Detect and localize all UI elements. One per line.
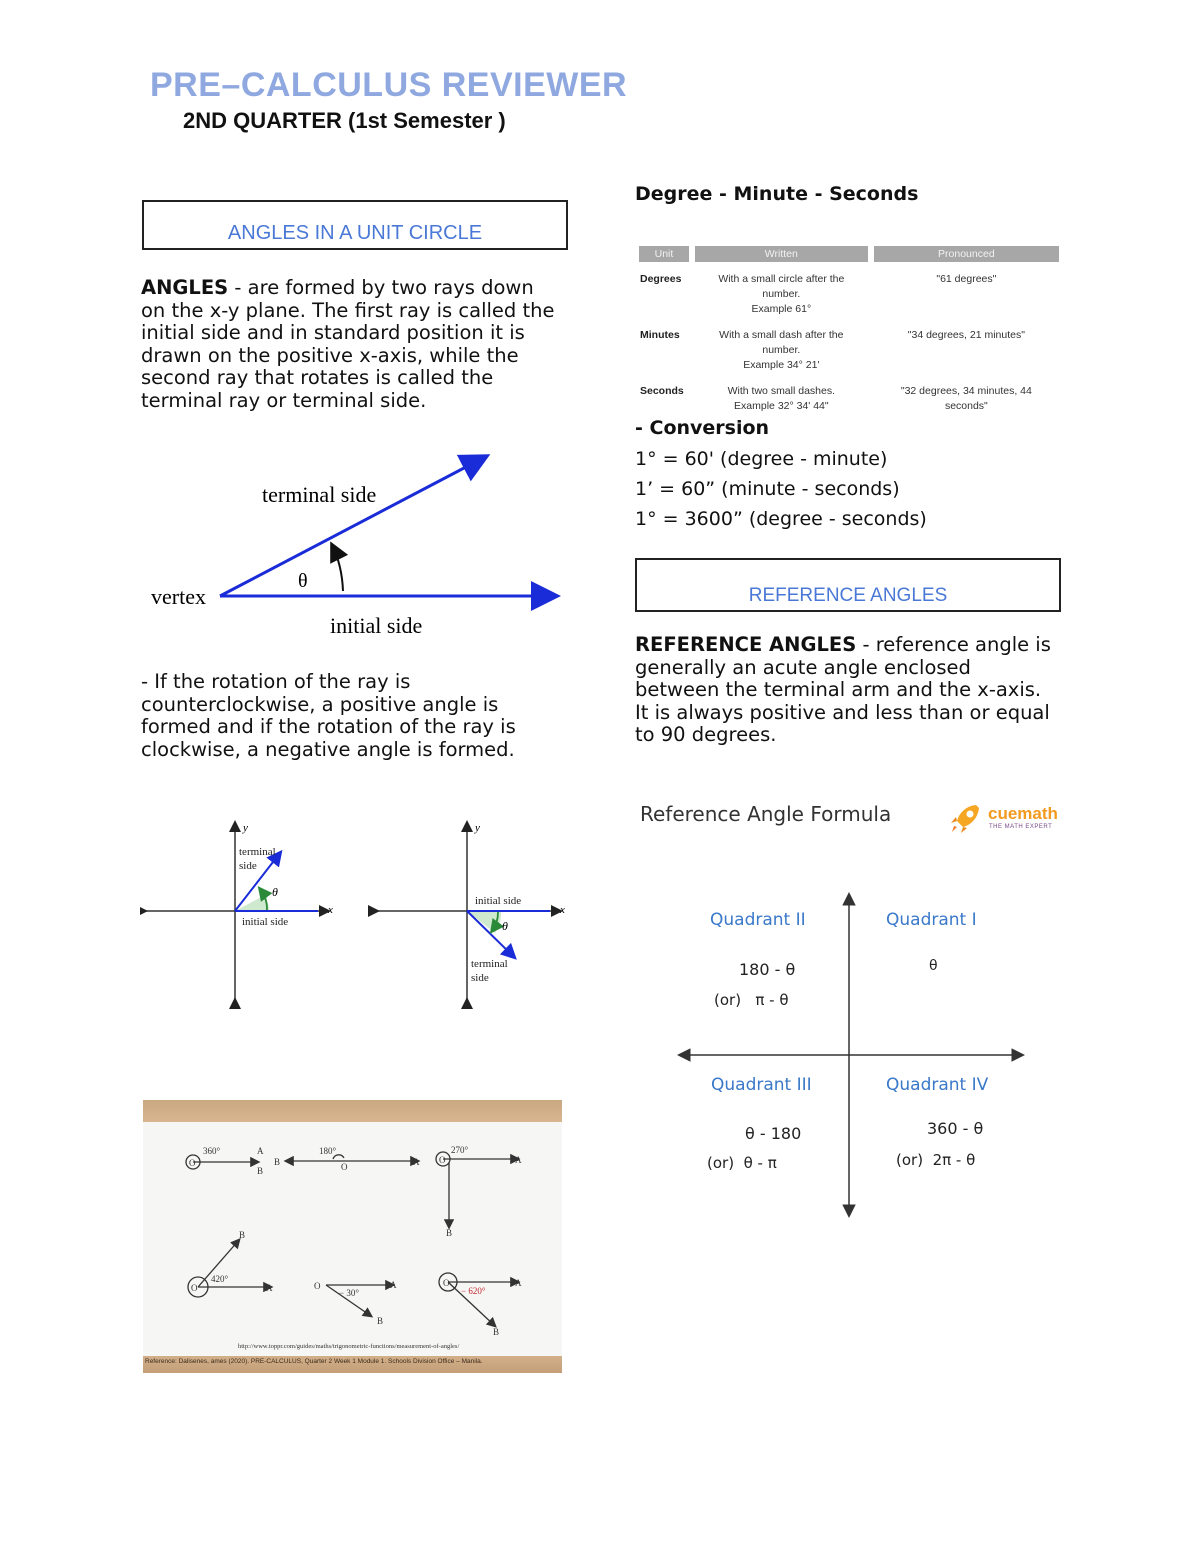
quadrant-1-formula: θ bbox=[929, 958, 938, 974]
quadrant-2-label: Quadrant II bbox=[710, 910, 806, 930]
svg-text:A: A bbox=[257, 1146, 264, 1156]
svg-text:x: x bbox=[560, 904, 565, 916]
svg-text:initial side: initial side bbox=[475, 895, 522, 907]
section-heading-reference-label: REFERENCE ANGLES bbox=[748, 585, 948, 606]
svg-text:B: B bbox=[274, 1157, 281, 1167]
page-title: PRE–CALCULUS REVIEWER bbox=[150, 66, 628, 104]
reference-term: REFERENCE ANGLES bbox=[635, 633, 857, 656]
svg-text:side: side bbox=[471, 972, 489, 984]
svg-text:A: A bbox=[390, 1280, 397, 1290]
rocket-icon bbox=[948, 802, 982, 836]
vertex-label: vertex bbox=[151, 584, 206, 609]
quadrant-3-formula-alt: (or) θ - π bbox=[707, 1154, 777, 1172]
svg-text:O: O bbox=[341, 1162, 348, 1172]
list-item: 1’ = 60” (minute - seconds) bbox=[635, 478, 900, 500]
section-heading-angles-label: ANGLES IN A UNIT CIRCLE bbox=[227, 222, 483, 244]
angle-measurement-photo bbox=[143, 1100, 562, 1373]
reference-angle-formula bbox=[640, 800, 1065, 1240]
svg-text:initial side: initial side bbox=[242, 916, 289, 928]
svg-text:A: A bbox=[413, 1157, 420, 1167]
svg-text:y: y bbox=[243, 822, 248, 834]
positive-angle-axes bbox=[145, 822, 333, 1000]
svg-text:A: A bbox=[266, 1283, 273, 1293]
svg-text:270°: 270° bbox=[451, 1145, 469, 1155]
dms-header-pronounced: Pronounced bbox=[874, 246, 1059, 262]
conversion-heading: - Conversion bbox=[635, 417, 770, 439]
terminal-ray bbox=[220, 457, 485, 596]
list-item: 1° = 60' (degree - minute) bbox=[635, 448, 888, 470]
reference-definition bbox=[635, 634, 1055, 747]
rotation-note: - If the rotation of the ray is counterclockwise, a positive angle is formed and if the rotation of the ray is clockwise, a negative angle is formed. bbox=[141, 670, 516, 761]
svg-text:x: x bbox=[328, 904, 333, 916]
svg-text:θ: θ bbox=[502, 919, 508, 933]
svg-text:side: side bbox=[239, 860, 257, 872]
table-row: Minutes With a small dash after the number. Example 34° 21' "34 degrees, 21 minutes" bbox=[640, 329, 1025, 371]
dms-header-written: Written bbox=[695, 246, 868, 262]
angle-diagram bbox=[140, 445, 570, 645]
formula-title: Reference Angle Formula bbox=[640, 802, 892, 826]
quadrant-2-formula-alt: (or) π - θ bbox=[714, 991, 789, 1009]
quadrant-3-formula: θ - 180 bbox=[745, 1124, 802, 1143]
conversion-list bbox=[635, 444, 927, 534]
section-heading-reference bbox=[635, 558, 1061, 612]
table-row: Seconds With two small dashes. Example 32° 34' 44" "32 degrees, 34 minutes, 44 seconds" bbox=[640, 385, 1032, 412]
angle-examples bbox=[143, 1122, 562, 1356]
svg-text:O: O bbox=[439, 1155, 446, 1165]
terminal-side-label: terminal side bbox=[262, 482, 377, 507]
quadrant-2-formula: 180 - θ bbox=[739, 960, 796, 979]
svg-text:O: O bbox=[191, 1283, 198, 1293]
cuemath-tagline: THE MATH EXPERT bbox=[989, 824, 1053, 830]
angle-arc bbox=[332, 545, 343, 591]
svg-text:B: B bbox=[239, 1230, 246, 1240]
svg-text:O: O bbox=[189, 1158, 196, 1168]
svg-text:180°: 180° bbox=[319, 1146, 337, 1156]
svg-text:A: A bbox=[515, 1278, 522, 1288]
svg-text:O: O bbox=[443, 1278, 450, 1288]
cuemath-logo: cuemath bbox=[988, 804, 1058, 823]
svg-text:420°: 420° bbox=[211, 1274, 229, 1284]
svg-text:B: B bbox=[377, 1316, 384, 1326]
list-item: 1° = 3600” (degree - seconds) bbox=[635, 508, 927, 530]
quadrant-3-label: Quadrant III bbox=[711, 1075, 812, 1095]
dms-table-wrapper bbox=[633, 246, 1065, 424]
photo-source-url: http://www.toppr.com/guides/maths/trigonometric-functions/measurement-of-angles/ bbox=[238, 1343, 460, 1350]
table-row: Degrees With a small circle after the number. Example 61° "61 degrees" bbox=[640, 273, 997, 315]
quadrant-1-label: Quadrant I bbox=[886, 910, 977, 930]
negative-angle-axes bbox=[377, 822, 565, 1000]
quadrant-axes bbox=[640, 880, 1065, 1240]
svg-text:terminal: terminal bbox=[471, 958, 508, 970]
positive-negative-angle-diagram bbox=[140, 815, 580, 1010]
theta-label: θ bbox=[298, 570, 308, 592]
photo-citation: Reference: Dalisenes, ames (2020). PRE-CALCULUS, Quarter 2 Week 1 Module 1. Schools Division Office – Manila. bbox=[145, 1358, 483, 1365]
svg-text:B: B bbox=[446, 1228, 453, 1238]
dms-heading: Degree - Minute - Seconds bbox=[635, 183, 919, 205]
quadrant-4-label: Quadrant IV bbox=[886, 1075, 989, 1095]
svg-text:B: B bbox=[493, 1327, 500, 1337]
initial-side-label: initial side bbox=[330, 613, 423, 638]
angles-definition bbox=[141, 277, 561, 412]
svg-text:y: y bbox=[475, 822, 480, 834]
quadrant-4-formula-alt: (or) 2π - θ bbox=[896, 1151, 976, 1169]
svg-text:360°: 360° bbox=[203, 1146, 221, 1156]
angles-term: ANGLES bbox=[141, 276, 229, 299]
reference-def-text: - reference angle is generally an acute angle enclosed between the terminal arm and the x-axis. It is always positive and less than or equal to 90 degrees. bbox=[635, 633, 1051, 746]
svg-text:− 620°: − 620° bbox=[461, 1286, 486, 1296]
svg-text:terminal: terminal bbox=[239, 846, 276, 858]
svg-text:O: O bbox=[314, 1281, 321, 1291]
angles-def-text: - are formed by two rays down on the x-y plane. The first ray is called the initial side and in standard position it is drawn on the positive x-axis, while the second ray that rotates is called the terminal ray or terminal side. bbox=[141, 276, 555, 412]
quadrant-4-formula: 360 - θ bbox=[927, 1119, 984, 1138]
section-heading-angles bbox=[142, 200, 568, 250]
dms-header-unit: Unit bbox=[639, 246, 689, 262]
svg-text:− 30°: − 30° bbox=[339, 1288, 359, 1298]
svg-text:θ: θ bbox=[272, 885, 278, 899]
page-subtitle: 2ND QUARTER (1st Semester ) bbox=[183, 108, 506, 133]
dms-table bbox=[633, 246, 1065, 424]
svg-text:B: B bbox=[257, 1166, 264, 1176]
svg-text:A: A bbox=[515, 1155, 522, 1165]
photo-frame-top bbox=[143, 1100, 562, 1122]
